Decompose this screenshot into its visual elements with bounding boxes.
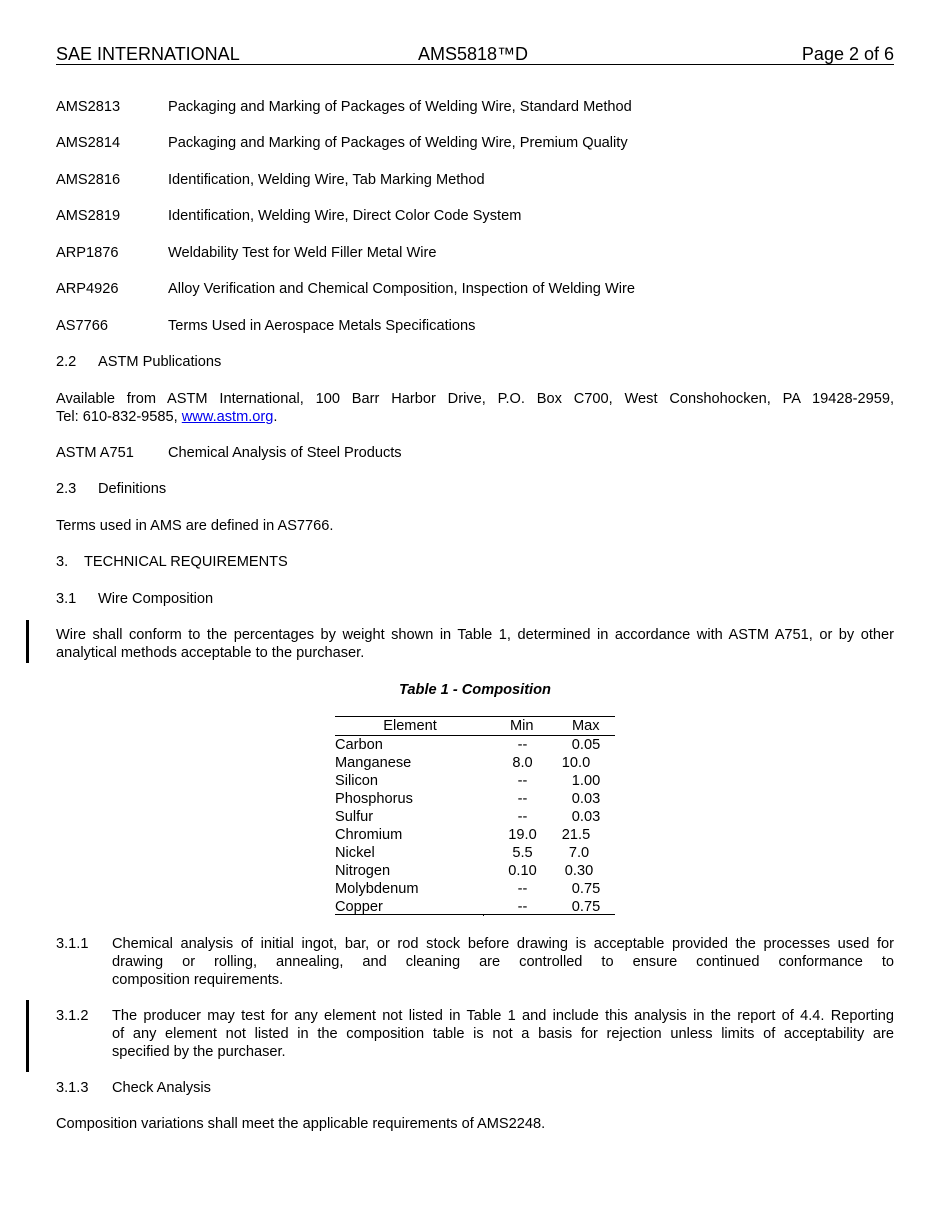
reference-title: Weldability Test for Weld Filler Metal Wire <box>168 245 437 261</box>
section-number: 3. <box>56 554 69 570</box>
reference-title: Chemical Analysis of Steel Products <box>168 445 402 461</box>
reference-title: Packaging and Marking of Packages of Welding Wire, Premium Quality <box>168 135 628 151</box>
astm-website-link[interactable]: www.astm.org <box>181 409 274 425</box>
paragraph-line: composition requirements. <box>112 972 284 988</box>
definitions-paragraph: Terms used in AMS are defined in AS7766. <box>56 518 334 534</box>
column-header-element: Element <box>383 718 437 734</box>
header-org: SAE INTERNATIONAL <box>56 44 240 64</box>
tel-text: Tel: 610-832-9585, <box>56 409 182 425</box>
cell-max: 21.5 <box>561 827 591 843</box>
section-title: Wire Composition <box>98 591 214 607</box>
paragraph-body <box>112 1007 894 1061</box>
paragraph-number: 3.1.1 <box>56 936 89 952</box>
reference-code: ARP4926 <box>56 281 119 297</box>
section-title: Definitions <box>98 481 167 497</box>
header-doc-id: AMS5818™D <box>418 44 529 64</box>
cell-element: Phosphorus <box>335 791 413 807</box>
page-header <box>56 44 894 65</box>
cell-max: 7.0 <box>568 845 590 861</box>
paragraph-3-1-2 <box>56 1007 894 1061</box>
cell-max: 0.30 <box>564 863 594 879</box>
astm-availability-paragraph <box>56 390 894 426</box>
section-title: ASTM Publications <box>98 354 222 370</box>
period-text: . <box>273 409 278 425</box>
table-row <box>335 826 615 844</box>
cell-max: 10.0 <box>561 755 591 771</box>
paragraph-body <box>112 935 894 989</box>
paragraph-line: Available from ASTM International, 100 Barr Harbor Drive, P.O. Box C700, West Conshohocken, PA 19428-2959, <box>56 391 894 407</box>
revision-change-bar <box>26 620 29 663</box>
cell-min: -- <box>517 881 528 897</box>
cell-element: Nickel <box>335 845 375 861</box>
paragraph-number: 3.1.3 <box>56 1080 89 1096</box>
table-row <box>335 736 615 754</box>
cell-min: -- <box>517 899 528 915</box>
paragraph-line: analytical methods acceptable to the purchaser. <box>56 645 365 661</box>
cell-max: 0.75 <box>571 881 601 897</box>
paragraph-line: drawing or rolling, annealing, and cleaning are controlled to ensure continued conformance to <box>112 954 894 970</box>
table-row <box>335 772 615 790</box>
cell-min: 0.10 <box>508 863 537 879</box>
reference-title: Identification, Welding Wire, Tab Marking Method <box>168 172 485 188</box>
cell-min: -- <box>517 773 528 789</box>
check-analysis-paragraph: Composition variations shall meet the applicable requirements of AMS2248. <box>56 1116 546 1132</box>
table-row <box>335 808 615 826</box>
section-title: TECHNICAL REQUIREMENTS <box>84 554 288 570</box>
composition-paragraph <box>56 626 894 662</box>
reference-code: AMS2814 <box>56 135 121 151</box>
cell-min: 19.0 <box>508 827 537 843</box>
document-page <box>56 0 894 1230</box>
section-number: 3.1 <box>56 591 77 607</box>
header-page-number: Page 2 of 6 <box>801 44 894 64</box>
table-row <box>335 862 615 880</box>
cell-element: Nitrogen <box>335 863 391 879</box>
paragraph-line: specified by the purchaser. <box>112 1044 286 1060</box>
paragraph-3-1-1 <box>56 935 894 989</box>
table-row <box>335 880 615 898</box>
reference-code: AMS2819 <box>56 208 121 224</box>
cell-element: Manganese <box>335 755 412 771</box>
paragraph-line: Chemical analysis of initial ingot, bar, or rod stock before drawing is acceptable provided the processes used for <box>112 936 894 952</box>
cell-min: -- <box>517 791 528 807</box>
cell-min: 5.5 <box>512 845 533 861</box>
cell-element: Copper <box>335 899 383 915</box>
table-row <box>335 754 615 772</box>
cell-max: 0.03 <box>571 791 601 807</box>
cell-max: 0.03 <box>571 809 601 825</box>
column-header-max: Max <box>572 718 600 734</box>
cell-element: Carbon <box>335 737 383 753</box>
cell-max: 0.75 <box>571 899 601 915</box>
table-row <box>335 844 615 862</box>
paragraph-line: of any element not listed in the composition table is not a basis for rejection unless limits of acceptability are <box>112 1026 894 1042</box>
section-title: Check Analysis <box>112 1080 211 1096</box>
column-header-min: Min <box>510 718 534 734</box>
cell-min: -- <box>517 737 528 753</box>
reference-code: AS7766 <box>56 318 108 334</box>
cell-element: Sulfur <box>335 809 374 825</box>
reference-title: Packaging and Marking of Packages of Welding Wire, Standard Method <box>168 99 632 115</box>
cell-max: 1.00 <box>571 773 601 789</box>
cell-element: Chromium <box>335 827 403 843</box>
revision-change-bar <box>26 1000 29 1072</box>
reference-code: AMS2816 <box>56 172 121 188</box>
reference-title: Terms Used in Aerospace Metals Specifications <box>168 318 476 334</box>
reference-title: Alloy Verification and Chemical Composition, Inspection of Welding Wire <box>168 281 635 297</box>
table-caption: Table 1 - Composition <box>399 682 551 698</box>
paragraph-line: Wire shall conform to the percentages by weight shown in Table 1, determined in accordance with ASTM A751, or by other <box>56 627 894 643</box>
cell-min: -- <box>517 809 528 825</box>
cell-min: 8.0 <box>512 755 533 771</box>
cell-element: Silicon <box>335 773 378 789</box>
table-column-tick <box>483 914 484 916</box>
cell-max: 0.05 <box>571 737 601 753</box>
reference-code: ASTM A751 <box>56 445 134 461</box>
paragraph-line: The producer may test for any element not listed in Table 1 and include this analysis in the report of 4.4. Reporting <box>112 1008 894 1024</box>
reference-code: AMS2813 <box>56 99 121 115</box>
reference-title: Identification, Welding Wire, Direct Color Code System <box>168 208 522 224</box>
paragraph-line <box>56 408 894 426</box>
section-number: 2.3 <box>56 481 77 497</box>
reference-code: ARP1876 <box>56 245 119 261</box>
paragraph-number: 3.1.2 <box>56 1008 89 1024</box>
table-row <box>335 790 615 808</box>
cell-element: Molybdenum <box>335 881 419 897</box>
section-number: 2.2 <box>56 354 77 370</box>
table-bottom-rule <box>335 914 615 915</box>
